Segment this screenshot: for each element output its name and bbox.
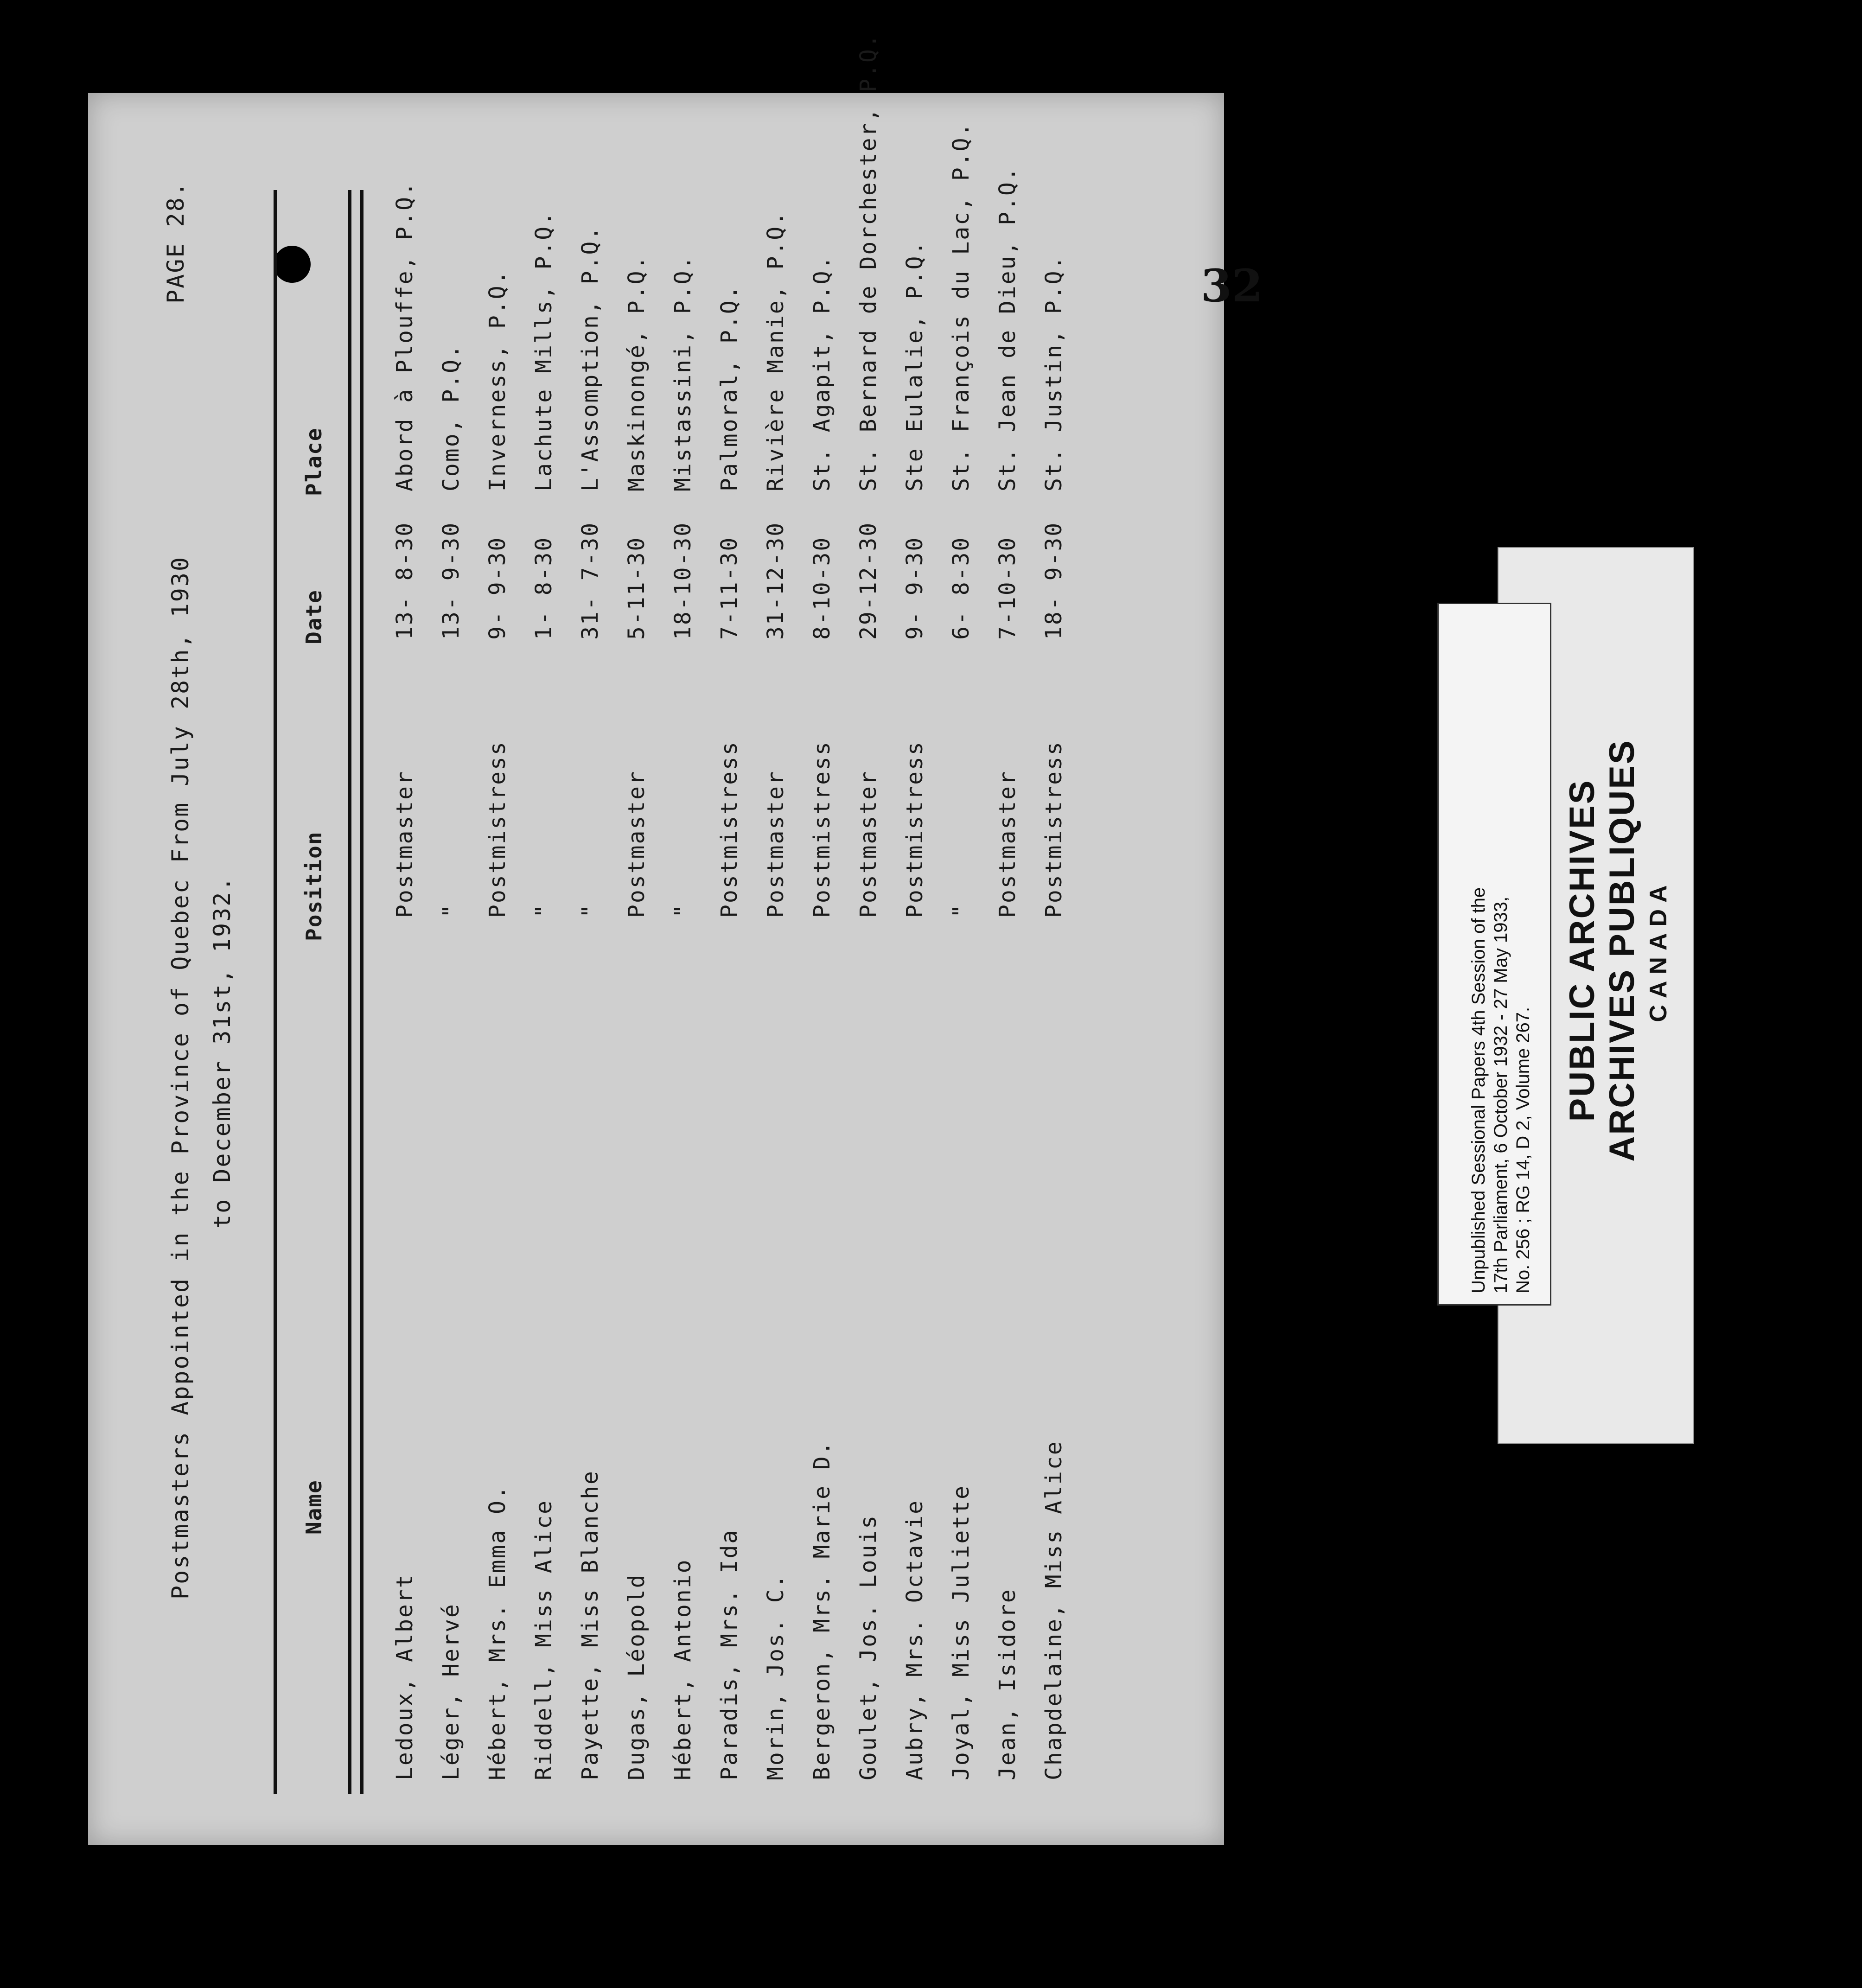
cell-date: 8-10-30: [809, 536, 835, 640]
cell-place: Inverness, P.Q.: [485, 269, 510, 491]
cell-name: Paradis, Mrs. Ida: [716, 1529, 742, 1780]
archive-country: CANADA: [1645, 879, 1672, 1022]
citation-line: No. 256 ; RG 14, D 2, Volume 267.: [1513, 1007, 1533, 1293]
archive-title-fr: ARCHIVES PUBLIQUES: [1602, 739, 1642, 1162]
archive-title: [1562, 649, 1692, 1252]
cell-place: Abord à Plouffe, P.Q.: [392, 181, 418, 491]
table-row: [763, 172, 809, 1780]
table-row: [624, 172, 670, 1780]
archive-citation: [1467, 598, 1569, 1293]
cell-name: Ledoux, Albert: [392, 1573, 418, 1780]
cell-name: Jean, Isidore: [995, 1588, 1020, 1780]
cell-place: St. Bernard de Dorchester, P.Q.: [855, 33, 881, 491]
table-row: [531, 172, 577, 1780]
cell-place: Lachute Mills, P.Q.: [531, 210, 557, 491]
cell-position: ": [670, 903, 696, 918]
cell-position: Postmaster: [995, 770, 1020, 918]
table-row: [716, 172, 763, 1780]
cell-place: Como, P.Q.: [438, 344, 464, 491]
cell-position: Postmistress: [485, 740, 510, 918]
column-header-name: Name: [301, 1479, 326, 1535]
typed-table: [148, 33, 1168, 1794]
cell-date: 9- 9-30: [485, 536, 510, 640]
table-row: [438, 172, 485, 1780]
table-row: [855, 33, 902, 1780]
cell-position: Postmaster: [624, 770, 650, 918]
cell-place: St. Jean de Dieu, P.Q.: [995, 166, 1020, 491]
citation-line: 17th Parliament, 6 October 1932 - 27 May 1933,: [1491, 896, 1511, 1293]
cell-date: 13- 9-30: [438, 521, 464, 640]
table-body: [392, 33, 1087, 1780]
cell-position: ": [438, 903, 464, 918]
column-header-place: Place: [301, 427, 326, 496]
citation-line: Unpublished Sessional Papers 4th Session of the: [1468, 887, 1489, 1293]
cell-place: St. Justin, P.Q.: [1041, 255, 1067, 491]
cell-date: 31- 7-30: [577, 521, 603, 640]
cell-name: Morin, Jos. C.: [763, 1573, 789, 1780]
cell-position: Postmaster: [855, 770, 881, 918]
cell-name: Dugas, Léopold: [624, 1573, 650, 1780]
cell-place: Ste Eulalie, P.Q.: [902, 240, 928, 491]
cell-name: Aubry, Mrs. Octavie: [902, 1499, 928, 1780]
cell-position: Postmaster: [763, 770, 789, 918]
cell-date: 6- 8-30: [948, 536, 974, 640]
cell-date: 31-12-30: [763, 521, 789, 640]
cell-position: ": [531, 903, 557, 918]
cell-position: ": [577, 903, 603, 918]
cell-date: 29-12-30: [855, 521, 881, 640]
cell-place: Rivière Manie, P.Q.: [763, 210, 789, 491]
cell-position: Postmistress: [809, 740, 835, 918]
cell-position: ": [948, 903, 974, 918]
cell-name: Payette, Miss Blanche: [577, 1470, 603, 1780]
cell-name: Riddell, Miss Alice: [531, 1499, 557, 1780]
table-row: [995, 166, 1041, 1780]
cell-place: St. François du Lac, P.Q.: [948, 121, 974, 491]
divider: [274, 190, 277, 1794]
table-row: [485, 172, 531, 1780]
folio-number: 32: [1201, 260, 1263, 312]
cell-position: Postmaster: [392, 770, 418, 918]
table-row: [1041, 172, 1087, 1780]
cell-date: 5-11-30: [624, 536, 650, 640]
column-header-position: Position: [301, 831, 326, 941]
archive-title-en: PUBLIC ARCHIVES: [1562, 779, 1602, 1122]
cell-name: Joyal, Miss Juliette: [948, 1485, 974, 1780]
cell-date: 1- 8-30: [531, 536, 557, 640]
cell-name: Goulet, Jos. Louis: [855, 1514, 881, 1780]
cell-position: Postmistress: [902, 740, 928, 918]
cell-place: Maskinongé, P.Q.: [624, 255, 650, 491]
cell-name: Hébert, Antonio: [670, 1558, 696, 1780]
column-header-date: Date: [301, 589, 326, 644]
divider: [348, 190, 351, 1794]
table-row: [809, 172, 855, 1780]
cell-date: 7-11-30: [716, 536, 742, 640]
cell-position: Postmistress: [716, 740, 742, 918]
cell-date: 7-10-30: [995, 536, 1020, 640]
cell-place: L'Assomption, P.Q.: [577, 225, 603, 491]
cell-date: 18- 9-30: [1041, 521, 1067, 640]
table-row: [948, 121, 995, 1780]
cell-date: 13- 8-30: [392, 521, 418, 640]
divider: [360, 190, 363, 1794]
table-row: [902, 172, 948, 1780]
cell-name: Chapdelaine, Miss Alice: [1041, 1440, 1067, 1780]
cell-date: 18-10-30: [670, 521, 696, 640]
cell-name: Léger, Hervé: [438, 1603, 464, 1780]
document-title-line2: to December 31st, 1932.: [209, 875, 236, 1229]
cell-place: St. Agapit, P.Q.: [809, 255, 835, 491]
table-row: [392, 172, 438, 1780]
cell-place: Palmoral, P.Q.: [716, 284, 742, 491]
page-label: PAGE 28.: [162, 181, 189, 304]
document-title: Postmasters Appointed in the Province of Quebec From July 28th, 1930: [167, 556, 194, 1599]
cell-position: Postmistress: [1041, 740, 1067, 918]
punch-hole: [283, 1878, 320, 1915]
cell-date: 9- 9-30: [902, 536, 928, 640]
table-row: [670, 172, 716, 1780]
cell-place: Mistassini, P.Q.: [670, 255, 696, 491]
cell-name: Bergeron, Mrs. Marie D.: [809, 1440, 835, 1780]
cell-name: Hébert, Mrs. Emma O.: [485, 1485, 510, 1780]
table-row: [577, 172, 624, 1780]
